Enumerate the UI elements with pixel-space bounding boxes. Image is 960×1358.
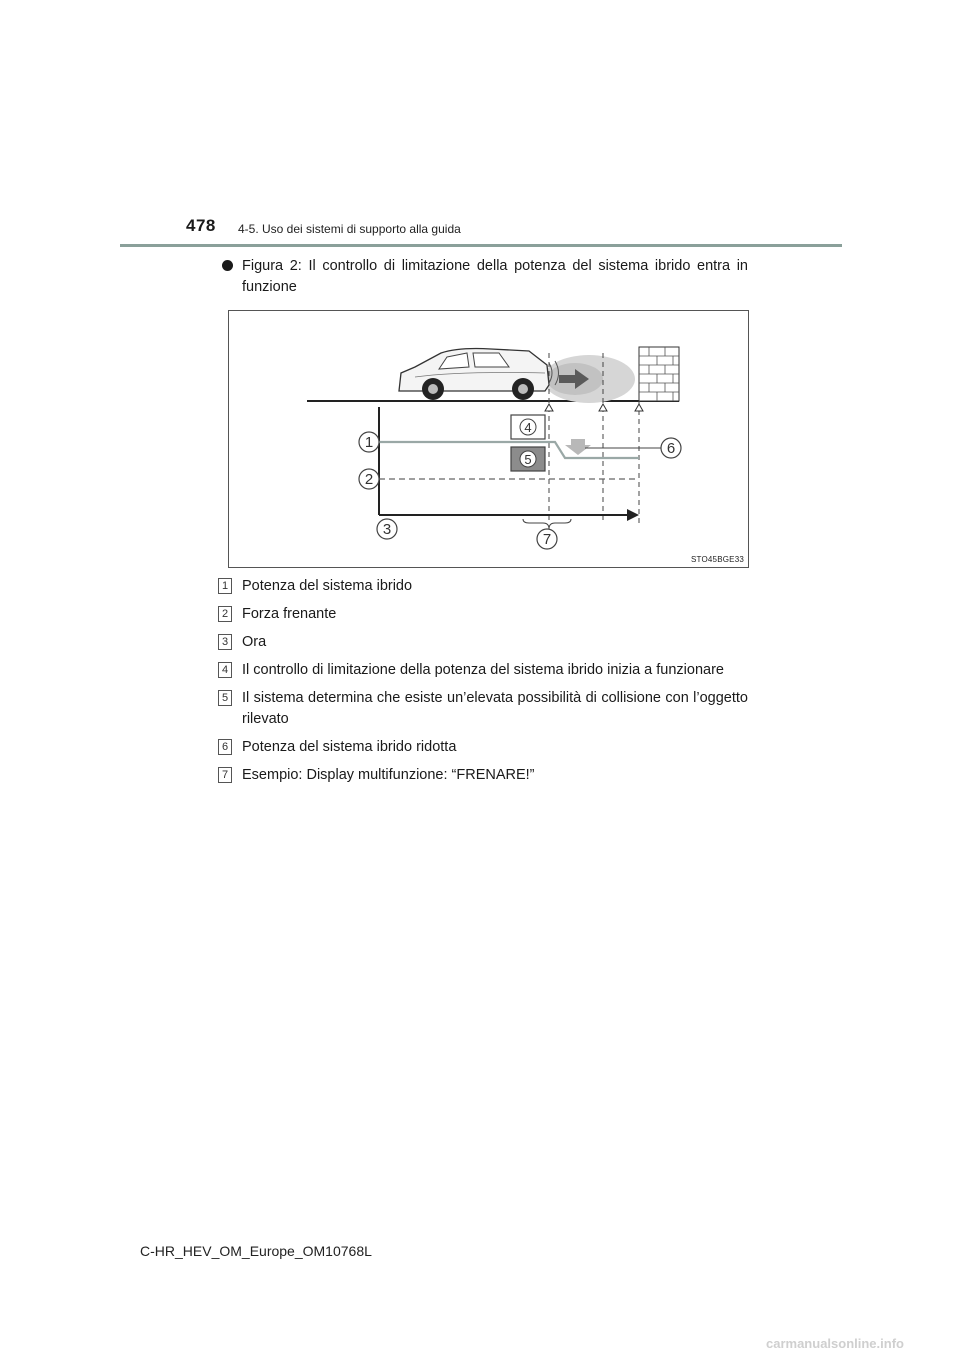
legend-number: 1 [218,578,232,594]
list-item [218,688,748,730]
svg-text:3: 3 [382,521,392,538]
svg-text:6: 6 [666,440,676,457]
svg-text:5: 5 [524,452,532,467]
svg-text:7: 7 [542,531,552,548]
callout-box-5 [511,447,545,471]
legend-number: 2 [218,606,232,622]
reduction-arrow-icon [565,439,591,455]
svg-text:2: 2 [364,471,374,488]
diagram-svg [229,311,750,569]
bracket [523,519,571,529]
header-rule [120,244,842,247]
callout-1 [359,432,379,452]
list-item [218,576,748,597]
bullet-text: Figura 2: Il controllo di limitazione della potenza del sistema ibrido entra in funzione [242,258,748,295]
document-id: C-HR_HEV_OM_Europe_OM10768L [140,1243,372,1259]
list-item [218,765,748,786]
page-number: 478 [186,216,216,235]
callout-3 [377,519,397,539]
callout-box-4 [511,415,545,439]
list-item [218,604,748,625]
power-line [379,442,639,458]
list-item [218,660,748,681]
svg-text:4: 4 [524,420,532,435]
legend-number: 6 [218,739,232,755]
legend-number: 4 [218,662,232,678]
list-item [218,737,748,758]
legend-text: Potenza del sistema ibrido [242,578,413,594]
legend-number: 7 [218,767,232,783]
legend-number: 3 [218,634,232,650]
figure-code: STO45BGE33 [691,555,744,564]
callout-6 [661,438,681,458]
callout-2 [359,469,379,489]
watermark: carmanualsonline.info [766,1336,904,1351]
svg-text:1: 1 [364,434,374,451]
wall-icon [639,347,679,401]
legend-text: Forza frenante [242,606,337,622]
legend-number: 5 [218,690,232,706]
x-axis-arrow-icon [627,509,639,521]
bullet-paragraph [218,256,748,298]
legend-list [218,576,748,793]
legend-text: Il sistema determina che esiste un’elevata possibilità di collisione con l’oggetto rilevato [242,690,748,727]
legend-text: Potenza del sistema ibrido ridotta [242,739,457,755]
legend-text: Il controllo di limitazione della potenza del sistema ibrido inizia a funzionare [242,662,724,678]
callout-7 [537,529,557,549]
bullet-dot-icon [222,260,233,271]
legend-text: Ora [242,634,267,650]
section-title: 4-5. Uso dei sistemi di supporto alla guida [238,222,461,236]
car-icon [399,349,559,401]
figure-diagram [228,310,749,568]
list-item [218,632,748,653]
legend-text: Esempio: Display multifunzione: “FRENARE!” [242,767,535,783]
